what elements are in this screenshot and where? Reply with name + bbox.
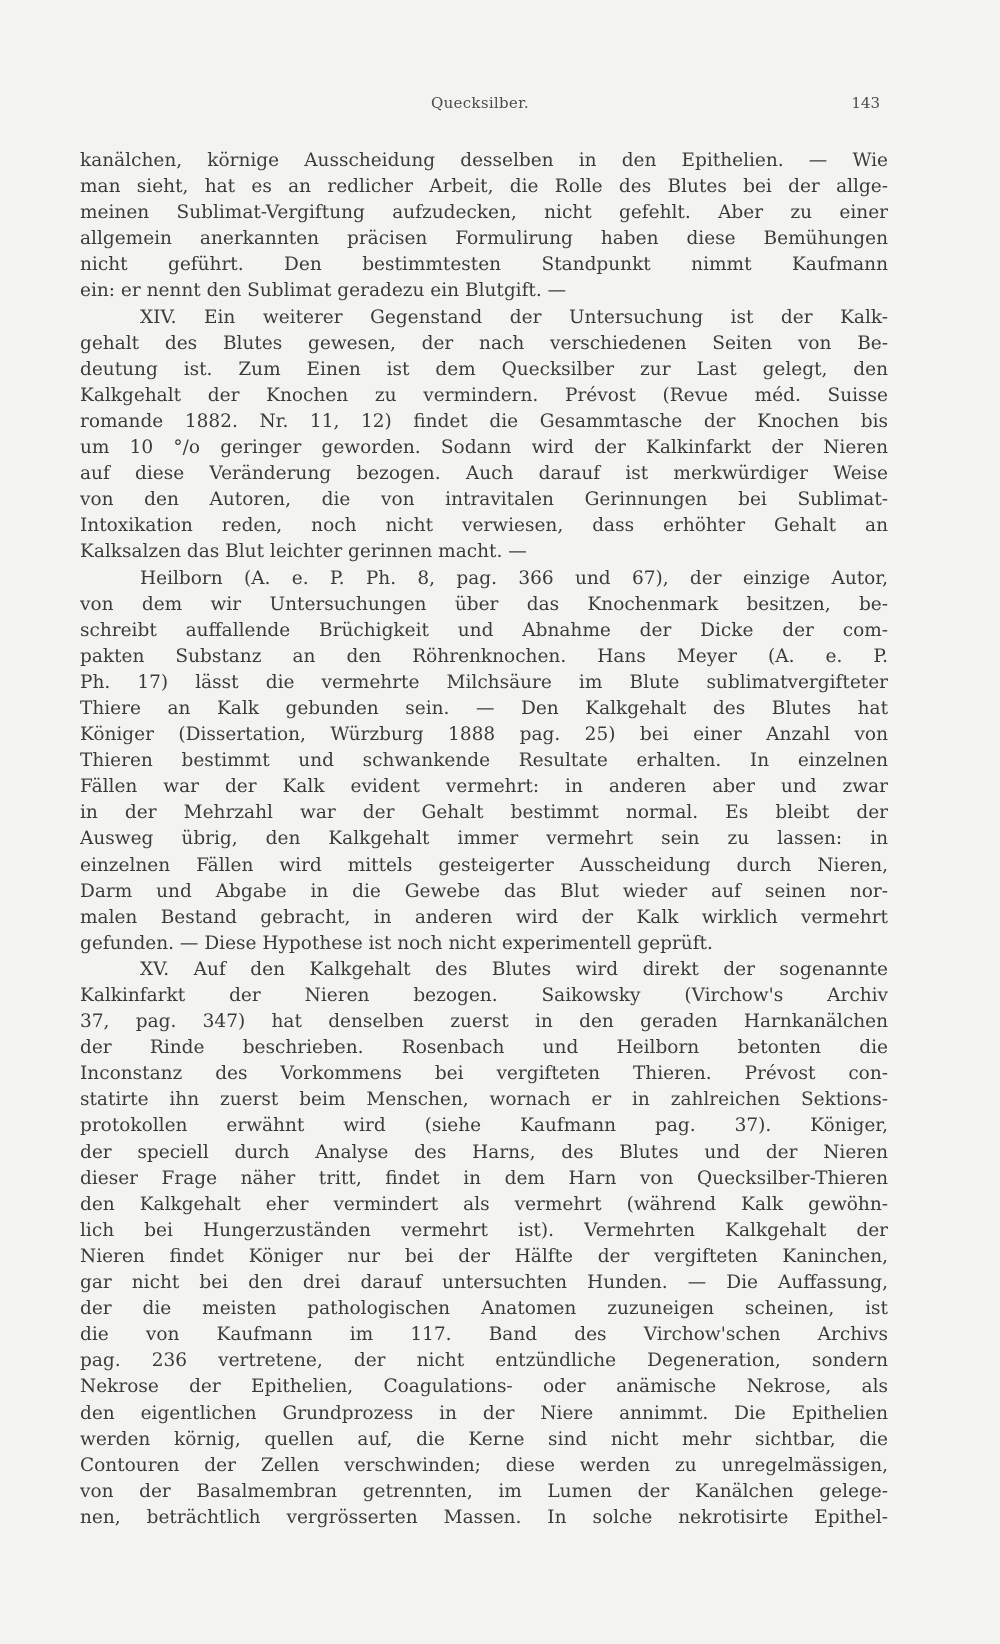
text-line: von den Autoren, die von intravitalen Gerinnungen bei Sublimat- [80,489,888,511]
text-line: Inconstanz des Vorkommens bei vergifteten Thieren. Prévost con- [80,1063,888,1085]
body-text [80,148,888,1531]
text-line: gar nicht bei den drei darauf untersuchten Hunden. — Die Auffassung, [80,1272,888,1294]
text-line: die von Kaufmann im 117. Band des Virchow'schen Archivs [80,1324,888,1346]
text-line: meinen Sublimat-Vergiftung aufzudecken, nicht gefehlt. Aber zu einer [80,202,888,224]
text-line: kanälchen, körnige Ausscheidung desselben in den Epithelien. — Wie [80,150,888,171]
text-line: gefunden. — Diese Hypothese ist noch nicht experimentell geprüft. [80,932,713,954]
text-line: von dem wir Untersuchungen über das Knochenmark besitzen, be- [80,593,888,615]
text-line: Thieren bestimmt und schwankende Resultate erhalten. In einzelnen [80,750,888,772]
text-line: in der Mehrzahl war der Gehalt bestimmt normal. Es bleibt der [80,802,888,824]
text-line: Fällen war der Kalk evident vermehrt: in anderen aber und zwar [80,776,888,798]
text-line: gehalt des Blutes gewesen, der nach verschiedenen Seiten von Be- [80,332,888,354]
text-line: schreibt auffallende Brüchigkeit und Abnahme der Dicke der com- [80,619,888,641]
text-line: Kalkgehalt der Knochen zu vermindern. Prévost (Revue méd. Suisse [80,384,888,406]
text-line: Nieren findet Königer nur bei der Hälfte der vergifteten Kaninchen, [80,1245,888,1267]
text-line: einzelnen Fällen wird mittels gesteigerter Ausscheidung durch Nieren, [80,854,888,876]
text-line: von der Basalmembran getrennten, im Lumen der Kanälchen gelege- [80,1480,888,1502]
text-line: Thiere an Kalk gebunden sein. — Den Kalkgehalt des Blutes hat [80,697,888,719]
text-line: den eigentlichen Grundprozess in der Niere annimmt. Die Epithelien [80,1402,888,1424]
text-line: pakten Substanz an den Röhrenknochen. Hans Meyer (A. e. P. [80,645,888,667]
text-line: Kalkinfarkt der Nieren bezogen. Saikowsky (Virchow's Archiv [80,985,888,1006]
text-line: der speciell durch Analyse des Harns, des Blutes und der Nieren [80,1141,888,1163]
text-line: Königer (Dissertation, Würzburg 1888 pag. 25) bei einer Anzahl von [80,724,888,746]
running-title: Quecksilber. [431,94,529,112]
text-line: der die meisten pathologischen Anatomen zuzuneigen scheinen, ist [80,1298,888,1320]
text-line: Kalksalzen das Blut leichter gerinnen macht. — [80,541,527,563]
text-line: Contouren der Zellen verschwinden; diese werden zu unregelmässigen, [80,1454,888,1476]
text-line: man sieht, hat es an redlicher Arbeit, die Rolle des Blutes bei der allge- [80,176,888,198]
text-line: dieser Frage näher tritt, findet in dem Harn von Quecksilber-Thieren [80,1167,888,1189]
text-line: auf diese Veränderung bezogen. Auch darauf ist merkwürdiger Weise [80,463,888,485]
text-line: malen Bestand gebracht, in anderen wird der Kalk wirklich vermehrt [80,906,888,928]
text-line: statirte ihn zuerst beim Menschen, wornach er in zahlreichen Sektions- [80,1089,888,1111]
text-line: Nekrose der Epithelien, Coagulations- oder anämische Nekrose, als [80,1376,888,1398]
text-line: ein: er nennt den Sublimat geradezu ein Blutgift. — [80,280,567,302]
text-line: deutung ist. Zum Einen ist dem Quecksilber zur Last gelegt, den [80,358,888,380]
text-line: 37, pag. 347) hat denselben zuerst in den geraden Harnkanälchen [80,1011,888,1033]
text-line: romande 1882. Nr. 11, 12) findet die Gesammtasche der Knochen bis [80,410,888,432]
text-line: XIV. Ein weiterer Gegenstand der Untersuchung ist der Kalk- [140,306,888,328]
text-line: XV. Auf den Kalkgehalt des Blutes wird direkt der sogenannte [140,958,888,980]
text-line: Ph. 17) lässt die vermehrte Milchsäure im Blute sublimatvergifteter [80,671,888,693]
text-line: Heilborn (A. e. P. Ph. 8, pag. 366 und 67), der einzige Autor, [140,567,888,589]
text-line: werden körnig, quellen auf, die Kerne sind nicht mehr sichtbar, die [80,1428,888,1450]
text-line: Darm und Abgabe in die Gewebe das Blut wieder auf seinen nor- [80,880,888,902]
page-number: 143 [851,94,880,112]
text-line: Ausweg übrig, den Kalkgehalt immer vermehrt sein zu lassen: in [80,828,888,850]
text-line: lich bei Hungerzuständen vermehrt ist). Vermehrten Kalkgehalt der [80,1219,888,1241]
text-line: nen, beträchtlich vergrösserten Massen. In solche nekrotisirte Epithel- [80,1506,888,1528]
text-line: Intoxikation reden, noch nicht verwiesen, dass erhöhter Gehalt an [80,515,888,537]
text-line: nicht geführt. Den bestimmtesten Standpunkt nimmt Kaufmann [80,254,888,276]
text-line: den Kalkgehalt eher vermindert als vermehrt (während Kalk gewöhn- [80,1193,888,1215]
text-line: allgemein anerkannten präcisen Formulirung haben diese Bemühungen [80,228,888,250]
text-line: der Rinde beschrieben. Rosenbach und Heilborn betonten die [80,1037,888,1059]
text-line: pag. 236 vertretene, der nicht entzündliche Degeneration, sondern [80,1350,888,1372]
text-line: protokollen erwähnt wird (siehe Kaufmann pag. 37). Königer, [80,1115,888,1137]
page-header [80,94,880,114]
text-line: um 10 °/o geringer geworden. Sodann wird der Kalkinfarkt der Nieren [80,437,888,459]
